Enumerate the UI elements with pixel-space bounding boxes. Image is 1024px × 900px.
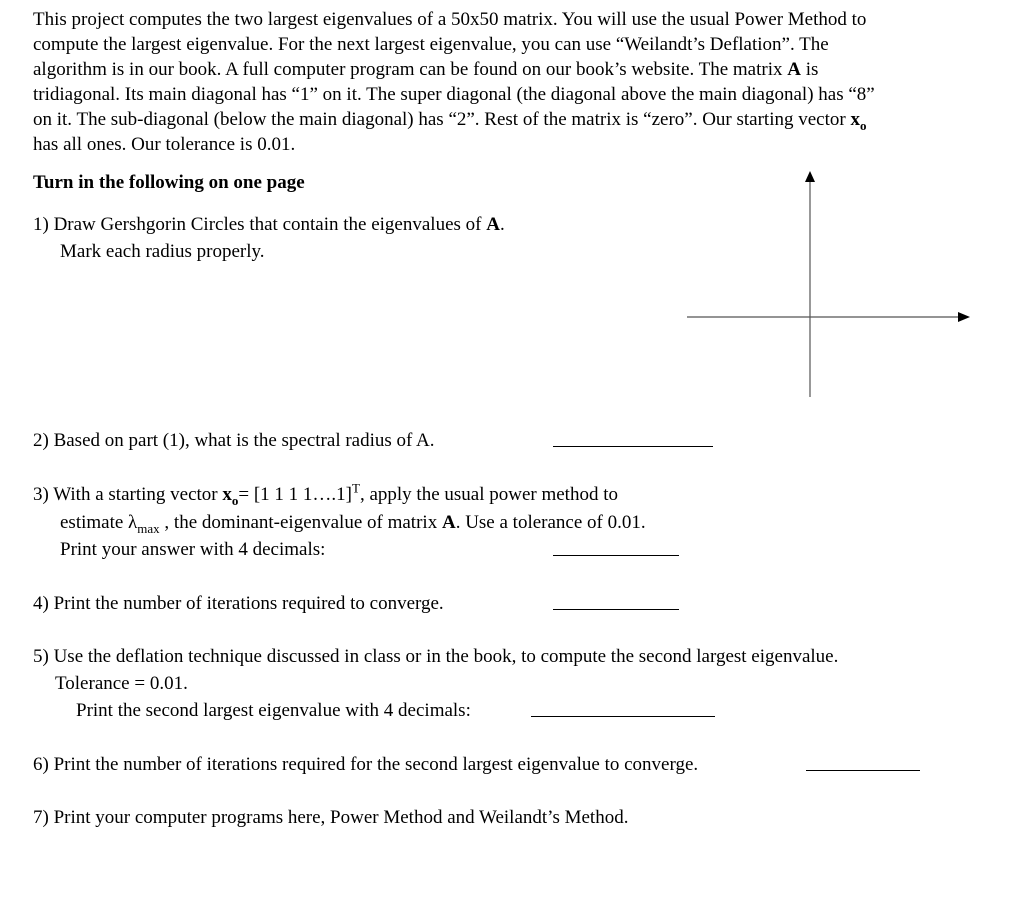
question-3-line-3: Print your answer with 4 decimals:	[60, 539, 326, 560]
intro-line-5	[33, 107, 1008, 132]
answer-blank-3[interactable]	[553, 555, 679, 556]
question-5-line-1: 5) Use the deflation technique discussed in class or in the book, to compute the second largest eigenvalue.	[33, 646, 839, 667]
intro-line-3	[33, 57, 1008, 82]
intro-line-4: tridiagonal. Its main diagonal has “1” on it. The super diagonal (the diagonal above the main diagonal) has “8”	[33, 84, 875, 105]
question-1-line-1: 1) Draw Gershgorin Circles that contain the eigenvalues of A.	[33, 214, 505, 235]
intro-paragraph	[33, 7, 1008, 157]
intro-line-2: compute the largest eigenvalue. For the next largest eigenvalue, you can use “Weilandt’s Deflation”. The	[33, 34, 829, 55]
instructions-heading: Turn in the following on one page	[33, 172, 305, 193]
intro-line-3-end: is	[805, 59, 819, 80]
question-5-line-3: Print the second largest eigenvalue with 4 decimals:	[76, 700, 471, 721]
answer-blank-6[interactable]	[806, 770, 920, 771]
starting-vector-bold: $x_o$	[850, 109, 867, 133]
answer-blank-5[interactable]	[531, 716, 715, 717]
intro-line-3-text: algorithm is in our book. A full computer program can be found on our book’s website. The matrix	[33, 59, 783, 80]
question-4: 4) Print the number of iterations required to converge.	[33, 593, 444, 614]
x-axis-arrow-icon	[958, 312, 970, 322]
intro-line-5-text: on it. The sub-diagonal (below the main diagonal) has “2”. Rest of the matrix is “zero”. Our starting vector	[33, 109, 846, 130]
question-3-line-1: 3) With a starting vector $x_o= [1$ 1 1 1….1]$^T$, apply the usual power method to	[33, 480, 618, 508]
question-5-line-2: Tolerance = 0.01.	[55, 673, 188, 694]
answer-blank-2[interactable]	[553, 446, 713, 447]
question-6: 6) Print the number of iterations required for the second largest eigenvalue to converge.	[33, 754, 699, 775]
question-3-line-2: estimate $\lambda_{max}$ , the dominant-eigenvalue of matrix A. Use a tolerance of 0.01.	[60, 512, 646, 536]
answer-blank-4[interactable]	[553, 609, 679, 610]
intro-line-6: has all ones. Our tolerance is 0.01.	[33, 134, 296, 155]
intro-line-1: This project computes the two largest eigenvalues of a 50x50 matrix. You will use the usual Power Method to	[33, 9, 867, 30]
question-1-line-2: Mark each radius properly.	[60, 241, 265, 262]
matrix-a-bold: A	[787, 59, 801, 80]
question-2: 2) Based on part (1), what is the spectral radius of A.	[33, 430, 435, 451]
coordinate-axes	[684, 168, 974, 400]
question-7: 7) Print your computer programs here, Power Method and Weilandt’s Method.	[33, 807, 629, 828]
y-axis-arrow-icon	[805, 171, 815, 182]
